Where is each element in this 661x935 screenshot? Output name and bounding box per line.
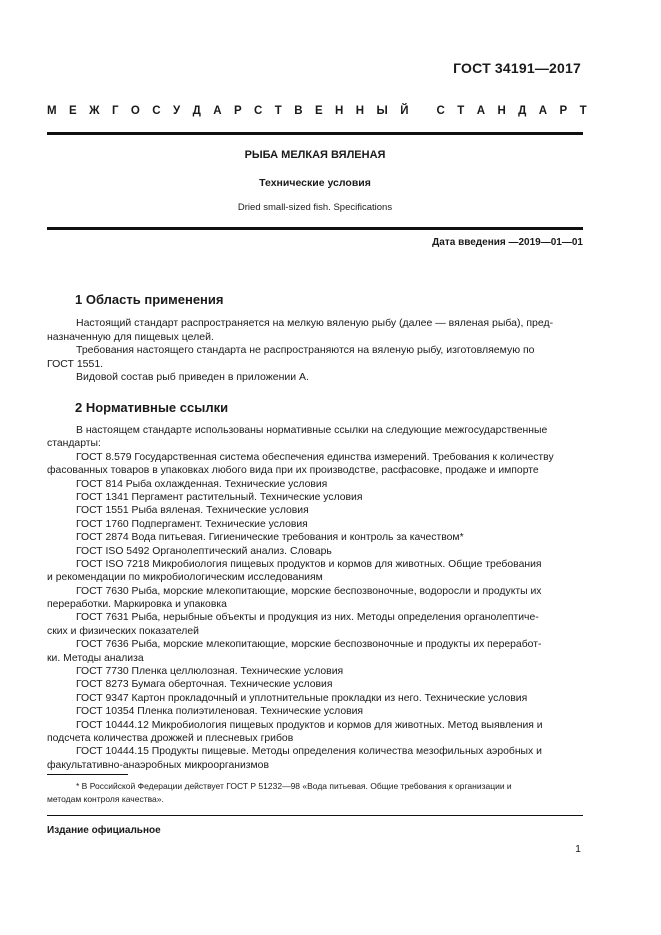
reference-line: переработки. Маркировка и упаковка bbox=[47, 599, 227, 611]
reference-line: фасованных товаров в упаковках любого вида при их производстве, расфасовке, продаже и импорте bbox=[47, 465, 539, 477]
section-1-line: ГОСТ 1551. bbox=[47, 357, 104, 370]
reference-line: ГОСТ 1551 Рыба вяленая. Технические условия bbox=[76, 505, 309, 517]
banner-letter: Ж bbox=[89, 105, 100, 117]
normative-references-list bbox=[47, 424, 583, 772]
banner-letter: Е bbox=[69, 105, 77, 117]
introduction-date: Дата введения —2019—01—01 bbox=[432, 237, 583, 248]
reference-line: подсчета количества дрожжей и плесневых грибов bbox=[47, 732, 294, 744]
banner-letter: Е bbox=[314, 105, 323, 117]
section-1-line: Требования настоящего стандарта не распространяются на вяленую рыбу, изготовляемую по bbox=[76, 344, 535, 356]
section-1-body bbox=[47, 317, 583, 385]
banner-letter: Т bbox=[579, 105, 587, 117]
footer-rule bbox=[47, 815, 583, 816]
banner-letter: Н bbox=[355, 105, 365, 117]
reference-line: ГОСТ 10354 Пленка полиэтиленовая. Технические условия bbox=[76, 706, 364, 718]
banner-letter: Й bbox=[400, 105, 409, 117]
section-1-line: назначенную для пищевых целей. bbox=[47, 330, 214, 343]
reference-line: ГОСТ 8273 Бумага оберточная. Технические условия bbox=[76, 679, 333, 691]
banner-letter: М bbox=[47, 105, 57, 117]
reference-line: ГОСТ 10444.15 Продукты пищевые. Методы определения количества мезофильных аэробных и bbox=[76, 746, 542, 758]
interstate-letters bbox=[47, 105, 587, 117]
reference-line: В настоящем стандарте использованы нормативные ссылки на следующие межгосударственные bbox=[76, 425, 548, 436]
banner-letter: А bbox=[476, 105, 486, 117]
page-number: 1 bbox=[575, 843, 581, 855]
reference-line: ГОСТ 2874 Вода питьевая. Гигиенические требования и контроль за качеством* bbox=[76, 532, 464, 544]
document-subtitle: Технические условия bbox=[259, 177, 371, 189]
reference-line: и рекомендации по микробиологическим исследованиям bbox=[47, 572, 323, 584]
reference-line: ГОСТ 1760 Подпергамент. Технические условия bbox=[76, 518, 308, 530]
banner-letter: А bbox=[213, 105, 222, 117]
section-1-line: Видовой состав рыб приведен в приложении А. bbox=[76, 371, 309, 383]
banner-letter: С bbox=[152, 105, 161, 117]
banner-letter: Ы bbox=[376, 105, 388, 117]
reference-line: ки. Методы анализа bbox=[47, 652, 144, 664]
footnote bbox=[47, 780, 583, 805]
section-2-heading: 2 Нормативные ссылки bbox=[75, 400, 229, 415]
reference-line: ГОСТ 9347 Картон прокладочный и уплотнительные прокладки из него. Технические условия bbox=[76, 692, 528, 704]
banner-letter: Р bbox=[559, 105, 568, 117]
document-title-english: Dried small-sized fish. Specifications bbox=[237, 202, 393, 213]
document-code: ГОСТ 34191—2017 bbox=[453, 60, 581, 76]
title-rule bbox=[47, 227, 583, 230]
reference-line: ГОСТ 7730 Пленка целлюлозная. Технические условия bbox=[76, 666, 344, 678]
reference-line: ГОСТ ISO 7218 Микробиология пищевых продуктов и кормов для животных. Общие требования bbox=[76, 558, 542, 570]
banner-letter: У bbox=[173, 105, 181, 117]
section-1-line: Настоящий стандарт распространяется на мелкую вяленую рыбу (далее — вяленая рыба), пред- bbox=[76, 317, 554, 329]
banner-letter: Т bbox=[457, 105, 465, 117]
official-edition-label: Издание официальное bbox=[47, 825, 161, 836]
reference-line: ГОСТ 1341 Пергамент растительный. Технические условия bbox=[76, 491, 363, 503]
reference-line: ГОСТ 7636 Рыба, морские млекопитающие, морские беспозвоночные и продукты их переработ- bbox=[76, 639, 542, 651]
reference-line: стандарты: bbox=[47, 438, 101, 450]
reference-line: ГОСТ 10444.12 Микробиология пищевых продуктов и кормов для животных. Метод выявления и bbox=[76, 719, 543, 731]
reference-line: ГОСТ ISO 5492 Органолептический анализ. Словарь bbox=[76, 545, 332, 557]
banner-letter: Д bbox=[192, 105, 201, 117]
interstate-standard-banner bbox=[47, 105, 587, 117]
footnote-line: * В Российской Федерации действует ГОСТ Р 51232—98 «Вода питьевая. Общие требования к организации и bbox=[76, 781, 512, 791]
banner-letter: С bbox=[436, 105, 445, 117]
footnote-separator bbox=[47, 774, 128, 775]
reference-line: ГОСТ 7630 Рыба, морские млекопитающие, морские беспозвоночные, водоросли и продукты их bbox=[76, 585, 542, 597]
reference-line: ГОСТ 8.579 Государственная система обеспечения единства измерений. Требования к количеству bbox=[76, 451, 554, 463]
reference-line: ГОСТ 814 Рыба охлажденная. Технические условия bbox=[76, 478, 328, 490]
banner-word-gap bbox=[421, 105, 424, 117]
banner-letter: Р bbox=[233, 105, 242, 117]
reference-line: ских и физических показателей bbox=[47, 625, 199, 637]
document-title: РЫБА МЕЛКАЯ ВЯЛЕНАЯ bbox=[244, 149, 386, 161]
banner-letter: А bbox=[538, 105, 548, 117]
section-1-heading: 1 Область применения bbox=[75, 292, 224, 307]
footnote-line: методам контроля качества». bbox=[47, 793, 164, 804]
banner-letter: Н bbox=[335, 105, 344, 117]
banner-letter: В bbox=[294, 105, 303, 117]
banner-letter: С bbox=[254, 105, 263, 117]
header-rule bbox=[47, 132, 583, 135]
banner-letter: О bbox=[130, 105, 140, 117]
reference-line: ГОСТ 7631 Рыба, нерыбные объекты и продукция из них. Методы определения органолептиче- bbox=[76, 612, 539, 624]
banner-letter: Д bbox=[518, 105, 527, 117]
banner-letter: Т bbox=[274, 105, 282, 117]
banner-letter: Н bbox=[497, 105, 506, 117]
reference-line: факультативно-анаэробных микроорганизмов bbox=[47, 759, 269, 771]
banner-letter: Г bbox=[111, 105, 119, 117]
